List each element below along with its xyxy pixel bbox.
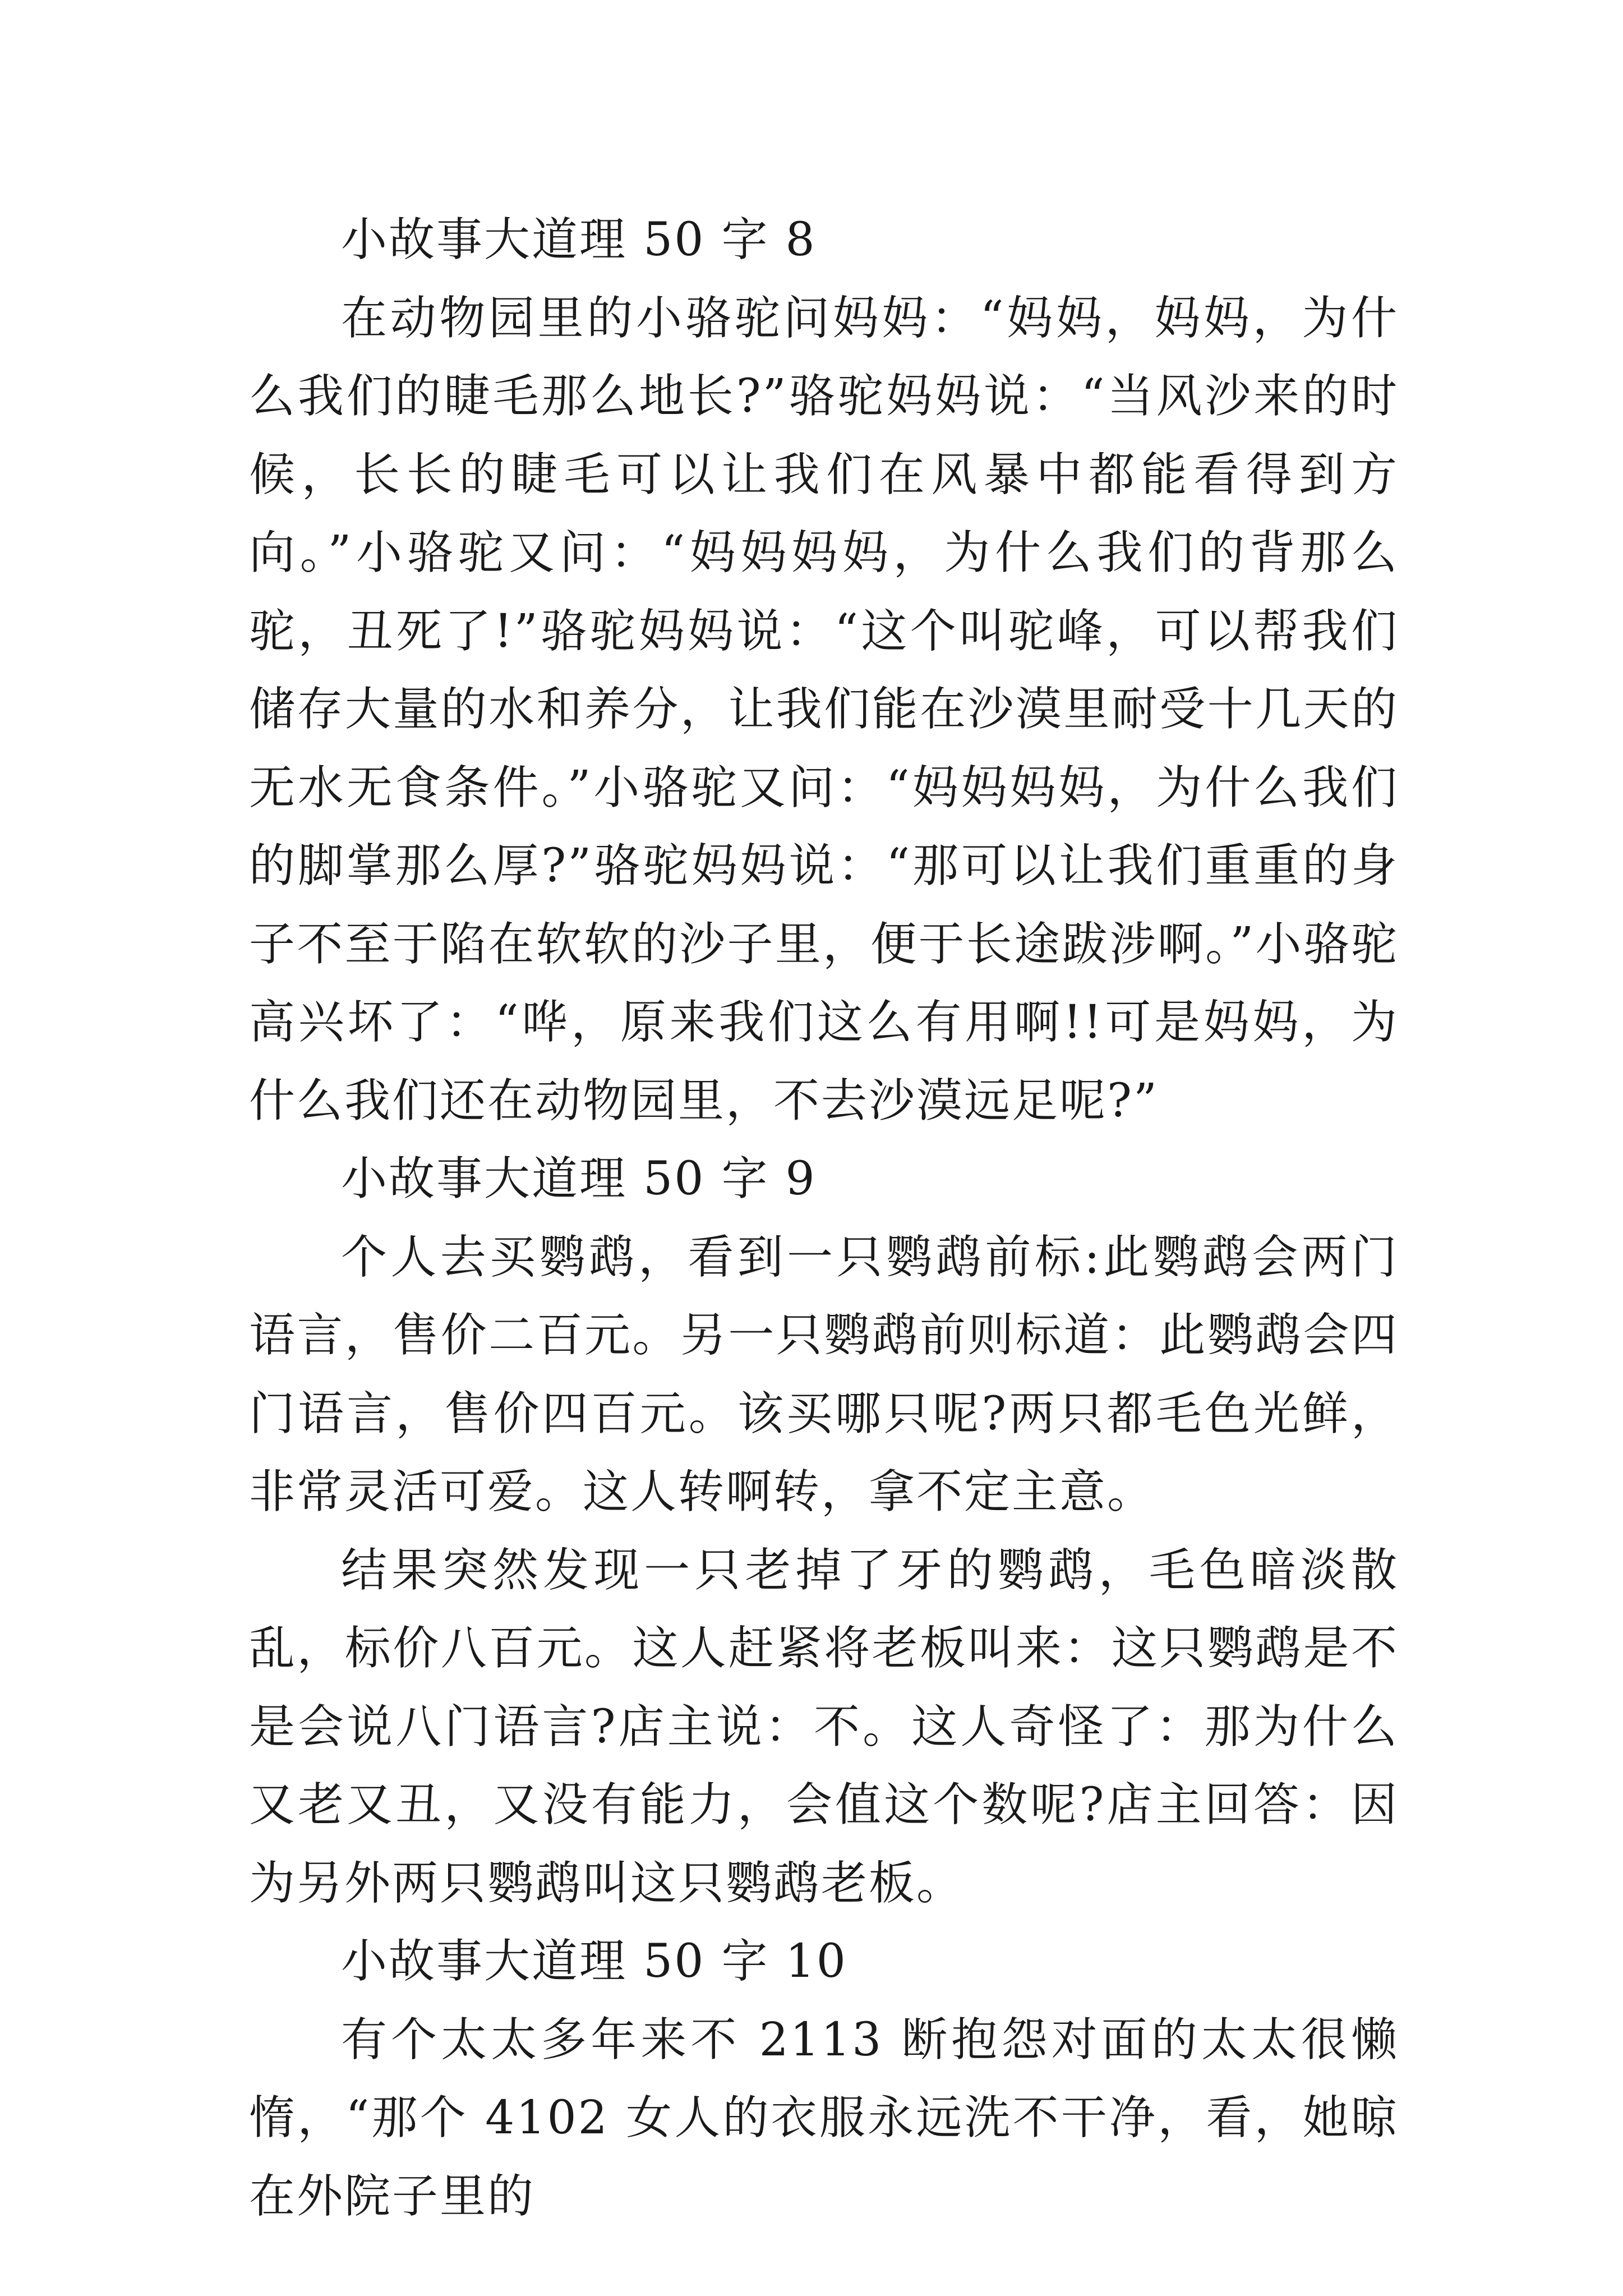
paragraph-parrot-story-1: 个人去买鹦鹉，看到一只鹦鹉前标:此鹦鹉会两门语言，售价二百元。另一只鹦鹉前则标道：此鹦鹉会四门语言，售价四百元。该买哪只呢?两只都毛色光鲜，非常灵活可爱。这人转啊转，拿不定主意。	[249, 1230, 1399, 1519]
paragraph-parrot-story-2: 结果突然发现一只老掉了牙的鹦鹉，毛色暗淡散乱，标价八百元。这人赶紧将老板叫来：这只鹦鹉是不是会说八门语言?店主说：不。这人奇怪了：那为什么又老又丑，又没有能力，会值这个数呢?店主回答：因为另外两只鹦鹉叫这只鹦鹉老板。	[249, 1543, 1399, 1910]
paragraph-camel-story: 在动物园里的小骆驼问妈妈：“妈妈，妈妈，为什么我们的睫毛那么地长?”骆驼妈妈说：“当风沙来的时候，长长的睫毛可以让我们在风暴中都能看得到方向。”小骆驼又问：“妈妈妈妈，为什么我们的背那么驼，丑死了!”骆驼妈妈说：“这个叫驼峰，可以帮我们储存大量的水和养分，让我们能在沙漠里耐受十几天的无水无食条件。”小骆驼又问：“妈妈妈妈，为什么我们的脚掌那么厚?”骆驼妈妈说：“那可以让我们重重的身子不至于陷在软软的沙子里，便于长途跋涉啊。”小骆驼高兴坏了：“哗，原来我们这么有用啊!!可是妈妈，为什么我们还在动物园里，不去沙漠远足呢?”	[249, 291, 1399, 1128]
section-heading-10: 小故事大道理 50 字 10	[341, 1935, 847, 1988]
document-body	[249, 201, 1399, 2235]
section-heading-9: 小故事大道理 50 字 9	[341, 1152, 817, 1205]
section-heading-8: 小故事大道理 50 字 8	[341, 213, 817, 266]
paragraph-laundry-story: 有个太太多年来不 2113 断抱怨对面的太太很懒惰，“那个 4102 女人的衣服永远洗不干净，看，她晾在外院子里的	[249, 2013, 1399, 2223]
